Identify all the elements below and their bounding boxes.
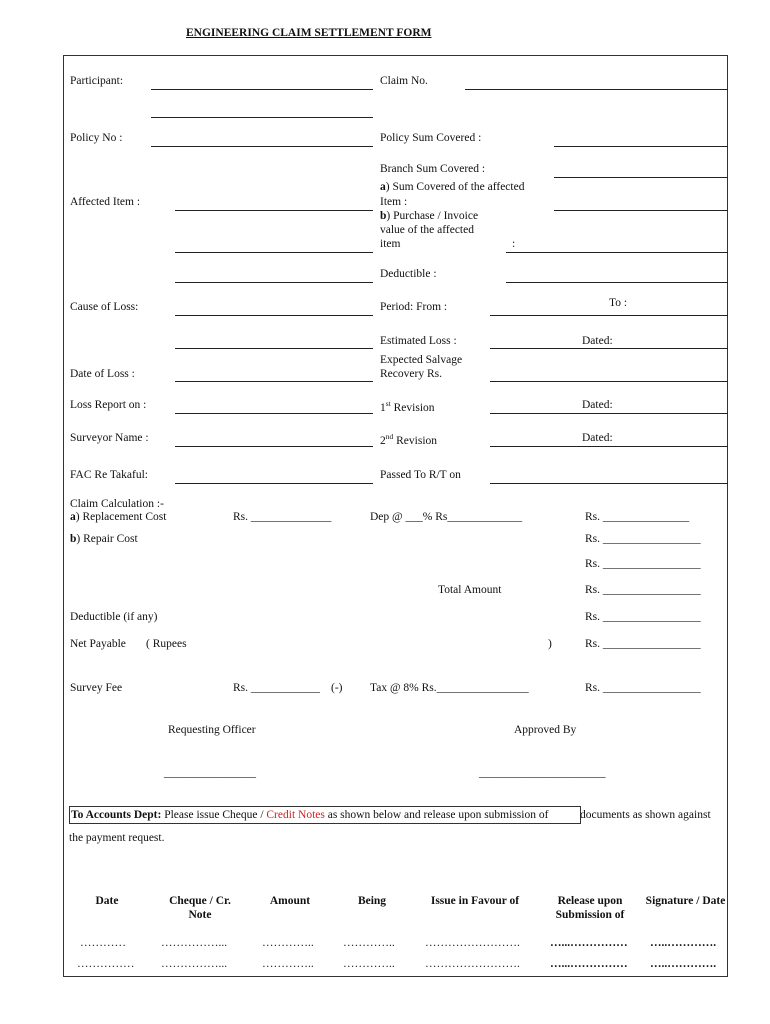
loss-report-on-field[interactable] <box>175 413 373 414</box>
survey-fee-minus: (-) <box>331 682 343 694</box>
claim-no-label: Claim No. <box>380 75 428 87</box>
col-date-header: Date <box>95 895 119 907</box>
fac-re-takaful-label: FAC Re Takaful: <box>70 469 148 481</box>
first-revision-field[interactable] <box>490 413 728 414</box>
period-to-label: To : <box>609 297 628 309</box>
estimated-loss-field[interactable] <box>490 348 728 349</box>
col-signature-date-header: Signature / Date <box>645 895 726 907</box>
table-row-2-being[interactable]: ………….. <box>343 958 395 970</box>
rupees-open: ( Rupees <box>146 638 187 650</box>
col-issue-in-favour-header: Issue in Favour of <box>430 895 520 907</box>
affected-item-label: Affected Item : <box>70 196 141 208</box>
sum-covered-affected-label: a) Sum Covered of the affected <box>380 181 525 193</box>
deductible-if-any-label: Deductible (if any) <box>70 611 158 623</box>
col-being-header: Being <box>357 895 387 907</box>
period-from-field[interactable] <box>490 315 728 316</box>
rupees-close: ) <box>548 638 552 650</box>
sum-covered-affected-field[interactable] <box>554 210 728 211</box>
subtotal-rs[interactable]: Rs. _________________ <box>585 558 701 570</box>
surveyor-name-label: Surveyor Name : <box>70 432 149 444</box>
replacement-net-rs[interactable]: Rs. _______________ <box>585 511 690 523</box>
table-row-1-signature[interactable]: …..…………. <box>650 937 717 949</box>
replacement-cost-rs[interactable]: Rs. ______________ <box>233 511 332 523</box>
first-revision-label: 1st Revision <box>380 399 435 414</box>
period-from-label: Period: From : <box>380 301 448 313</box>
col-amount-header: Amount <box>269 895 311 907</box>
cause-of-loss-field-2[interactable] <box>175 348 373 349</box>
participant-field[interactable] <box>151 89 373 90</box>
table-row-1-amount[interactable]: ………….. <box>262 937 314 949</box>
branch-sum-covered-field[interactable] <box>554 177 728 178</box>
passed-to-rt-label: Passed To R/T on <box>380 469 461 481</box>
survey-fee-rs[interactable]: Rs. ____________ <box>233 682 320 694</box>
col-cheque-header: Cheque / Cr. Note <box>169 895 231 921</box>
purchase-invoice-label: b) Purchase / Invoice <box>380 210 479 222</box>
deductible-if-any-rs[interactable]: Rs. _________________ <box>585 611 701 623</box>
requesting-officer-label: Requesting Officer <box>168 724 256 736</box>
form-title: ENGINEERING CLAIM SETTLEMENT FORM <box>186 27 432 39</box>
table-row-1-being[interactable]: ………….. <box>343 937 395 949</box>
claim-calculation-heading: Claim Calculation :- <box>70 498 164 510</box>
second-revision-label: 2nd Revision <box>380 432 438 447</box>
accounts-instruction-line-2: the payment request. <box>69 832 165 844</box>
tax-field[interactable]: Tax @ 8% Rs.________________ <box>370 682 529 694</box>
date-of-loss-field[interactable] <box>175 381 373 382</box>
approved-by-label: Approved By <box>514 724 577 736</box>
policy-no-field[interactable] <box>151 146 373 147</box>
purchase-invoice-label-3: item <box>380 238 401 250</box>
surveyor-name-field[interactable] <box>175 446 373 447</box>
claim-no-field[interactable] <box>465 89 728 90</box>
table-row-2-cheque[interactable]: ……………... <box>161 958 228 970</box>
purchase-invoice-label-2: value of the affected <box>380 224 474 236</box>
survey-fee-net-rs[interactable]: Rs. _________________ <box>585 682 701 694</box>
loss-report-on-label: Loss Report on : <box>70 399 147 411</box>
purchase-invoice-field[interactable] <box>506 252 728 253</box>
replacement-cost-label: a) Replacement Cost <box>70 511 167 523</box>
accounts-instruction: To Accounts Dept: Please issue Cheque / Credit Notes as shown below and release upon submission of <box>71 809 549 821</box>
depreciation-field[interactable]: Dep @ ___% Rs_____________ <box>370 511 523 523</box>
participant-label: Participant: <box>70 75 124 87</box>
date-of-loss-label: Date of Loss : <box>70 368 135 380</box>
table-row-1-date[interactable]: ………… <box>80 937 126 949</box>
participant-field-2[interactable] <box>151 117 373 118</box>
table-row-1-issue[interactable]: ……………………. <box>425 937 520 949</box>
table-row-1-cheque[interactable]: ……………... <box>161 937 228 949</box>
table-row-1-release[interactable]: …...…………… <box>550 937 628 949</box>
purchase-invoice-colon: : <box>512 238 516 250</box>
policy-sum-covered-label: Policy Sum Covered : <box>380 132 482 144</box>
affected-item-field[interactable] <box>175 210 373 211</box>
estimated-loss-label: Estimated Loss : <box>380 335 457 347</box>
net-payable-label: Net Payable <box>70 638 126 650</box>
first-revision-dated: Dated: <box>582 399 613 411</box>
expected-salvage-label-2: Recovery Rs. <box>380 368 442 380</box>
approved-by-signature[interactable]: ______________________ <box>479 767 606 779</box>
deductible-field[interactable] <box>506 282 728 283</box>
passed-to-rt-field[interactable] <box>490 483 728 484</box>
total-amount-label: Total Amount <box>438 584 502 596</box>
estimated-loss-dated: Dated: <box>582 335 613 347</box>
branch-sum-covered-label: Branch Sum Covered : <box>380 163 486 175</box>
affected-item-field-3[interactable] <box>175 282 373 283</box>
col-release-upon-header: Release upon Submission of <box>555 895 625 921</box>
expected-salvage-field[interactable] <box>490 381 728 382</box>
total-amount-rs[interactable]: Rs. _________________ <box>585 584 701 596</box>
cause-of-loss-label: Cause of Loss: <box>70 301 139 313</box>
sum-covered-affected-label-2: Item : <box>380 196 408 208</box>
survey-fee-label: Survey Fee <box>70 682 123 694</box>
table-row-2-amount[interactable]: ………….. <box>262 958 314 970</box>
table-row-2-date[interactable]: …………… <box>77 958 135 970</box>
affected-item-field-2[interactable] <box>175 252 373 253</box>
table-row-2-signature[interactable]: …..…………. <box>650 958 717 970</box>
policy-sum-covered-field[interactable] <box>554 146 728 147</box>
second-revision-dated: Dated: <box>582 432 613 444</box>
expected-salvage-label: Expected Salvage <box>380 354 463 366</box>
repair-cost-label: b) Repair Cost <box>70 533 138 545</box>
repair-cost-rs[interactable]: Rs. _________________ <box>585 533 701 545</box>
table-row-2-issue[interactable]: ……………………. <box>425 958 520 970</box>
requesting-officer-signature[interactable]: ________________ <box>164 767 256 779</box>
cause-of-loss-field[interactable] <box>175 315 373 316</box>
second-revision-field[interactable] <box>490 446 728 447</box>
accounts-instruction-continued: documents as shown against <box>580 809 711 821</box>
policy-no-label: Policy No : <box>70 132 123 144</box>
table-row-2-release[interactable]: …...…………… <box>550 958 628 970</box>
deductible-label: Deductible : <box>380 268 437 280</box>
fac-re-takaful-field[interactable] <box>175 483 373 484</box>
net-payable-rs[interactable]: Rs. _________________ <box>585 638 701 650</box>
